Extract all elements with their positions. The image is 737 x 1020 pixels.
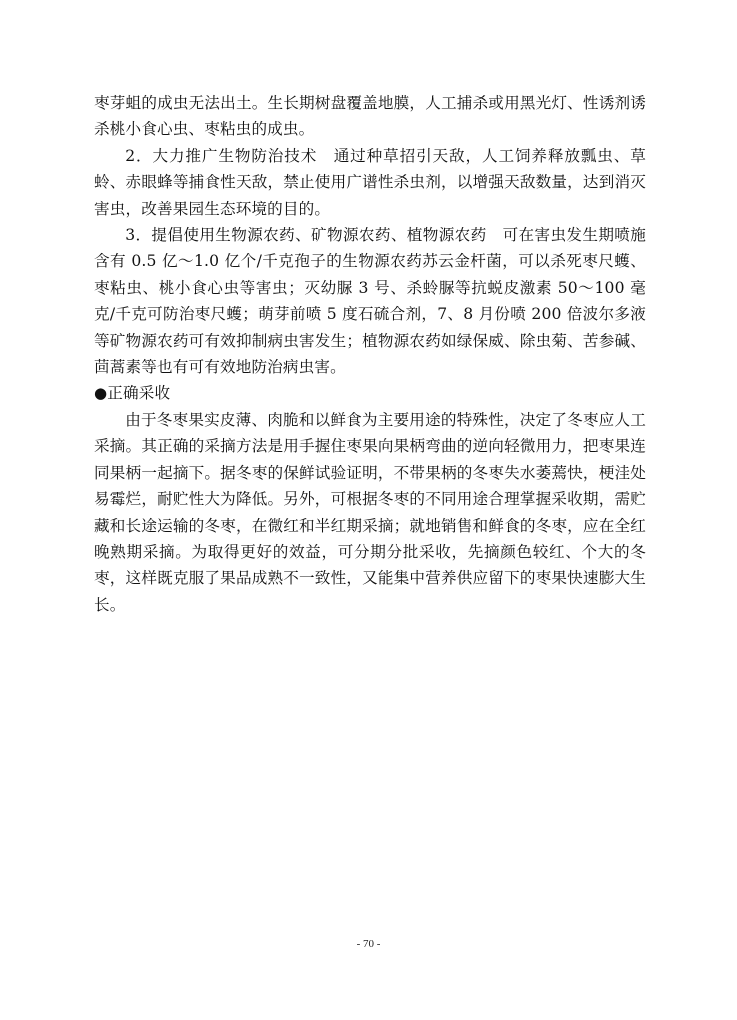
- page-number: - 70 -: [356, 938, 381, 950]
- section-heading: [94, 380, 646, 406]
- paragraph-biological-control: 2．大力推广生物防治技术 通过种草招引天敌，人工饲养释放瓢虫、草蛉、赤眼蜂等捕食性天敌，禁止使用广谱性杀虫剂，以增强天敌数量，达到消灭害虫，改善果园生态环境的目的。: [94, 146, 646, 218]
- paragraph-continuation: 枣芽蛆的成虫无法出土。生长期树盘覆盖地膜，人工捕杀或用黑光灯、性诱剂诱杀桃小食心虫、枣粘虫的成虫。: [94, 94, 646, 139]
- section-title: 正确采收: [107, 384, 171, 403]
- paragraph-pesticides: 3．提倡使用生物源农药、矿物源农药、植物源农药 可在害虫发生期喷施含有 0.5 亿～1.0 亿个/千克孢子的生物源农药苏云金杆菌，可以杀死枣尺蠖、枣粘虫、桃小食心虫等害虫；灭幼脲 3 号、杀蛉脲等抗蜕皮激素 50～100 毫克/千克可防治枣尺蠖；萌芽前喷 5 度石硫合剂，7、8 月份喷 200 倍波尔多液等矿物源农药可有效抑制病虫害发生；植物源农药如绿保威、除虫菊、苦参碱、茴蒿素等也有可有效地防治病虫害。: [94, 226, 646, 377]
- bullet-icon: ●: [94, 384, 108, 403]
- body-text: [94, 90, 646, 618]
- paragraph-harvest: 由于冬枣果实皮薄、肉脆和以鲜食为主要用途的特殊性，决定了冬枣应人工采摘。其正确的采摘方法是用手握住枣果向果柄弯曲的逆向轻微用力，把枣果连同果柄一起摘下。据冬枣的保鲜试验证明，不带果柄的冬枣失水萎蔫快，梗洼处易霉烂，耐贮性大为降低。另外，可根据冬枣的不同用途合理掌握采收期，需贮藏和长途运输的冬枣，在微红和半红期采摘；就地销售和鲜食的冬枣，应在全红晚熟期采摘。为取得更好的效益，可分期分批采收，先摘颜色较红、个大的冬枣，这样既克服了果品成熟不一致性，又能集中营养供应留下的枣果快速膨大生长。: [94, 410, 646, 614]
